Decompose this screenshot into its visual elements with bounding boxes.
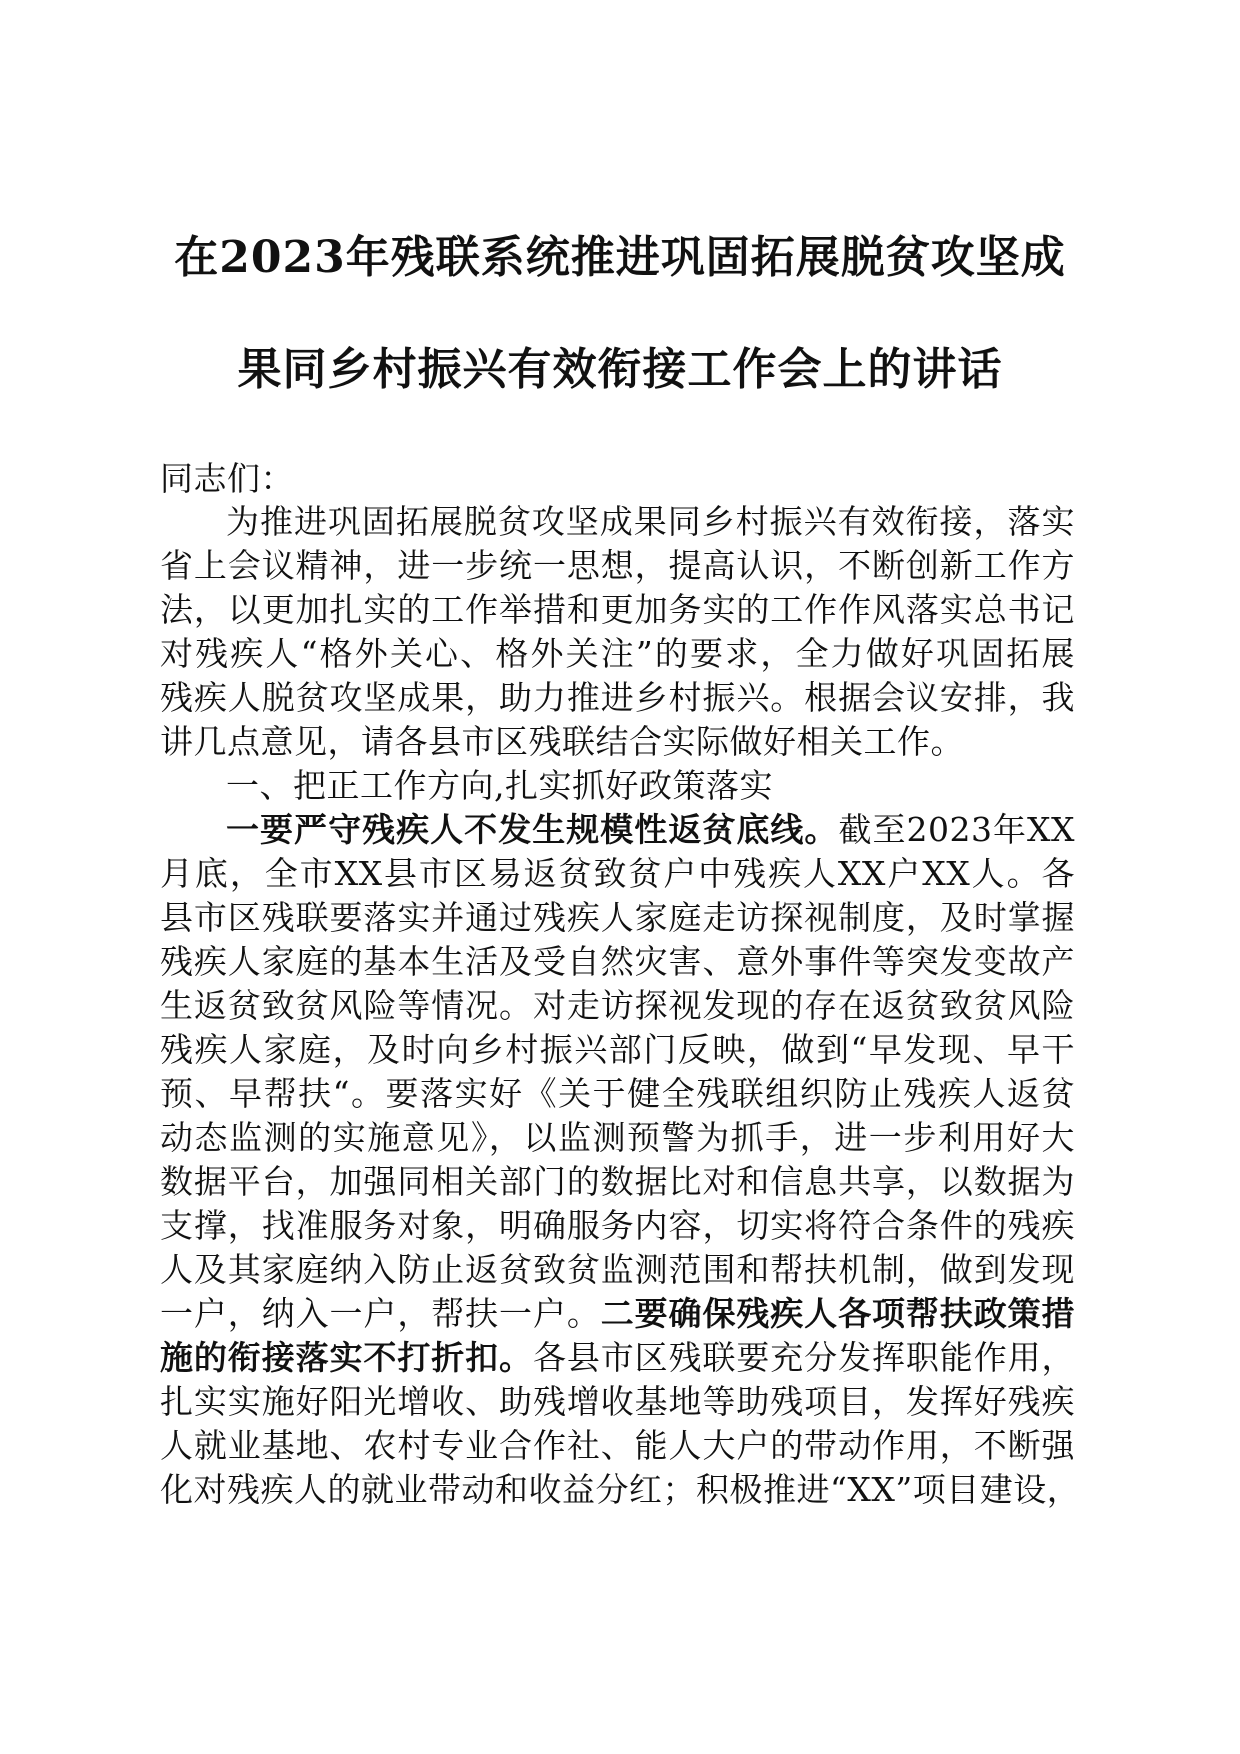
paragraph-line [226,809,1075,851]
point-2-heading-a: 二要确保残疾人各项帮扶政策措 [600,1294,1076,1333]
paragraph-line: 扎实实施好阳光增收、助残增收基地等助残项目，发挥好残疾 [160,1382,1075,1421]
point-1-closing: 一户，纳入一户，帮扶一户。 [160,1294,601,1333]
document-title-line-2: 果同乡村振兴有效衔接工作会上的讲话 [237,344,1003,395]
paragraph-line [160,1337,1075,1379]
paragraph-line: 人及其家庭纳入防止返贫致贫监测范围和帮扶机制，做到发现 [160,1250,1075,1289]
paragraph-line: 预、早帮扶“。要落实好《关于健全残联组织防止残疾人返贫 [160,1074,1075,1113]
paragraph-line: 动态监测的实施意见》，以监测预警为抓手，进一步利用好大 [160,1118,1075,1157]
point-2-heading-b: 施的衔接落实不打折扣。 [160,1338,533,1377]
paragraph-line: 化对残疾人的就业带动和收益分红；积极推进“XX”项目建设， [160,1470,1081,1509]
paragraph-line: 为推进巩固拓展脱贫攻坚成果同乡村振兴有效衔接，落实 [226,502,1075,541]
paragraph-line: 支撑，找准服务对象，明确服务内容，切实将符合条件的残疾 [160,1206,1075,1245]
paragraph-line: 讲几点意见，请各县市区残联结合实际做好相关工作。 [160,722,964,761]
point-2-text: 各县市区残联要充分发挥职能作用， [532,1338,1076,1377]
paragraph-line: 残疾人家庭的基本生活及受自然灾害、意外事件等突发变故产 [160,942,1075,981]
paragraph-line: 法，以更加扎实的工作举措和更加务实的工作作风落实总书记 [160,590,1075,629]
paragraph-line: 生返贫致贫风险等情况。对走访探视发现的存在返贫致贫风险 [160,986,1075,1025]
paragraph-line: 数据平台，加强同相关部门的数据比对和信息共享，以数据为 [160,1162,1075,1201]
point-1-heading: 一要严守残疾人不发生规模性返贫底线。 [226,810,839,849]
greeting: 同志们： [160,459,294,498]
point-1-text: 截至2023年XX [838,810,1076,849]
document-title-line-1: 在2023年残联系统推进巩固拓展脱贫攻坚成 [174,232,1066,283]
paragraph-line: 月底，全市XX县市区易返贫致贫户中残疾人XX户XX人。各 [160,854,1075,893]
section-heading: 一、把正工作方向,扎实抓好政策落实 [226,766,773,805]
paragraph-line: 县市区残联要落实并通过残疾人家庭走访探视制度，及时掌握 [160,898,1075,937]
paragraph-line [160,1293,1075,1335]
paragraph-line: 对残疾人“格外关心、格外关注”的要求，全力做好巩固拓展 [160,634,1075,673]
paragraph-line: 省上会议精神，进一步统一思想，提高认识，不断创新工作方 [160,546,1075,585]
paragraph-line: 人就业基地、农村专业合作社、能人大户的带动作用，不断强 [160,1426,1075,1465]
paragraph-line: 残疾人家庭，及时向乡村振兴部门反映，做到“早发现、早干 [160,1030,1075,1069]
paragraph-line: 残疾人脱贫攻坚成果，助力推进乡村振兴。根据会议安排，我 [160,678,1075,717]
